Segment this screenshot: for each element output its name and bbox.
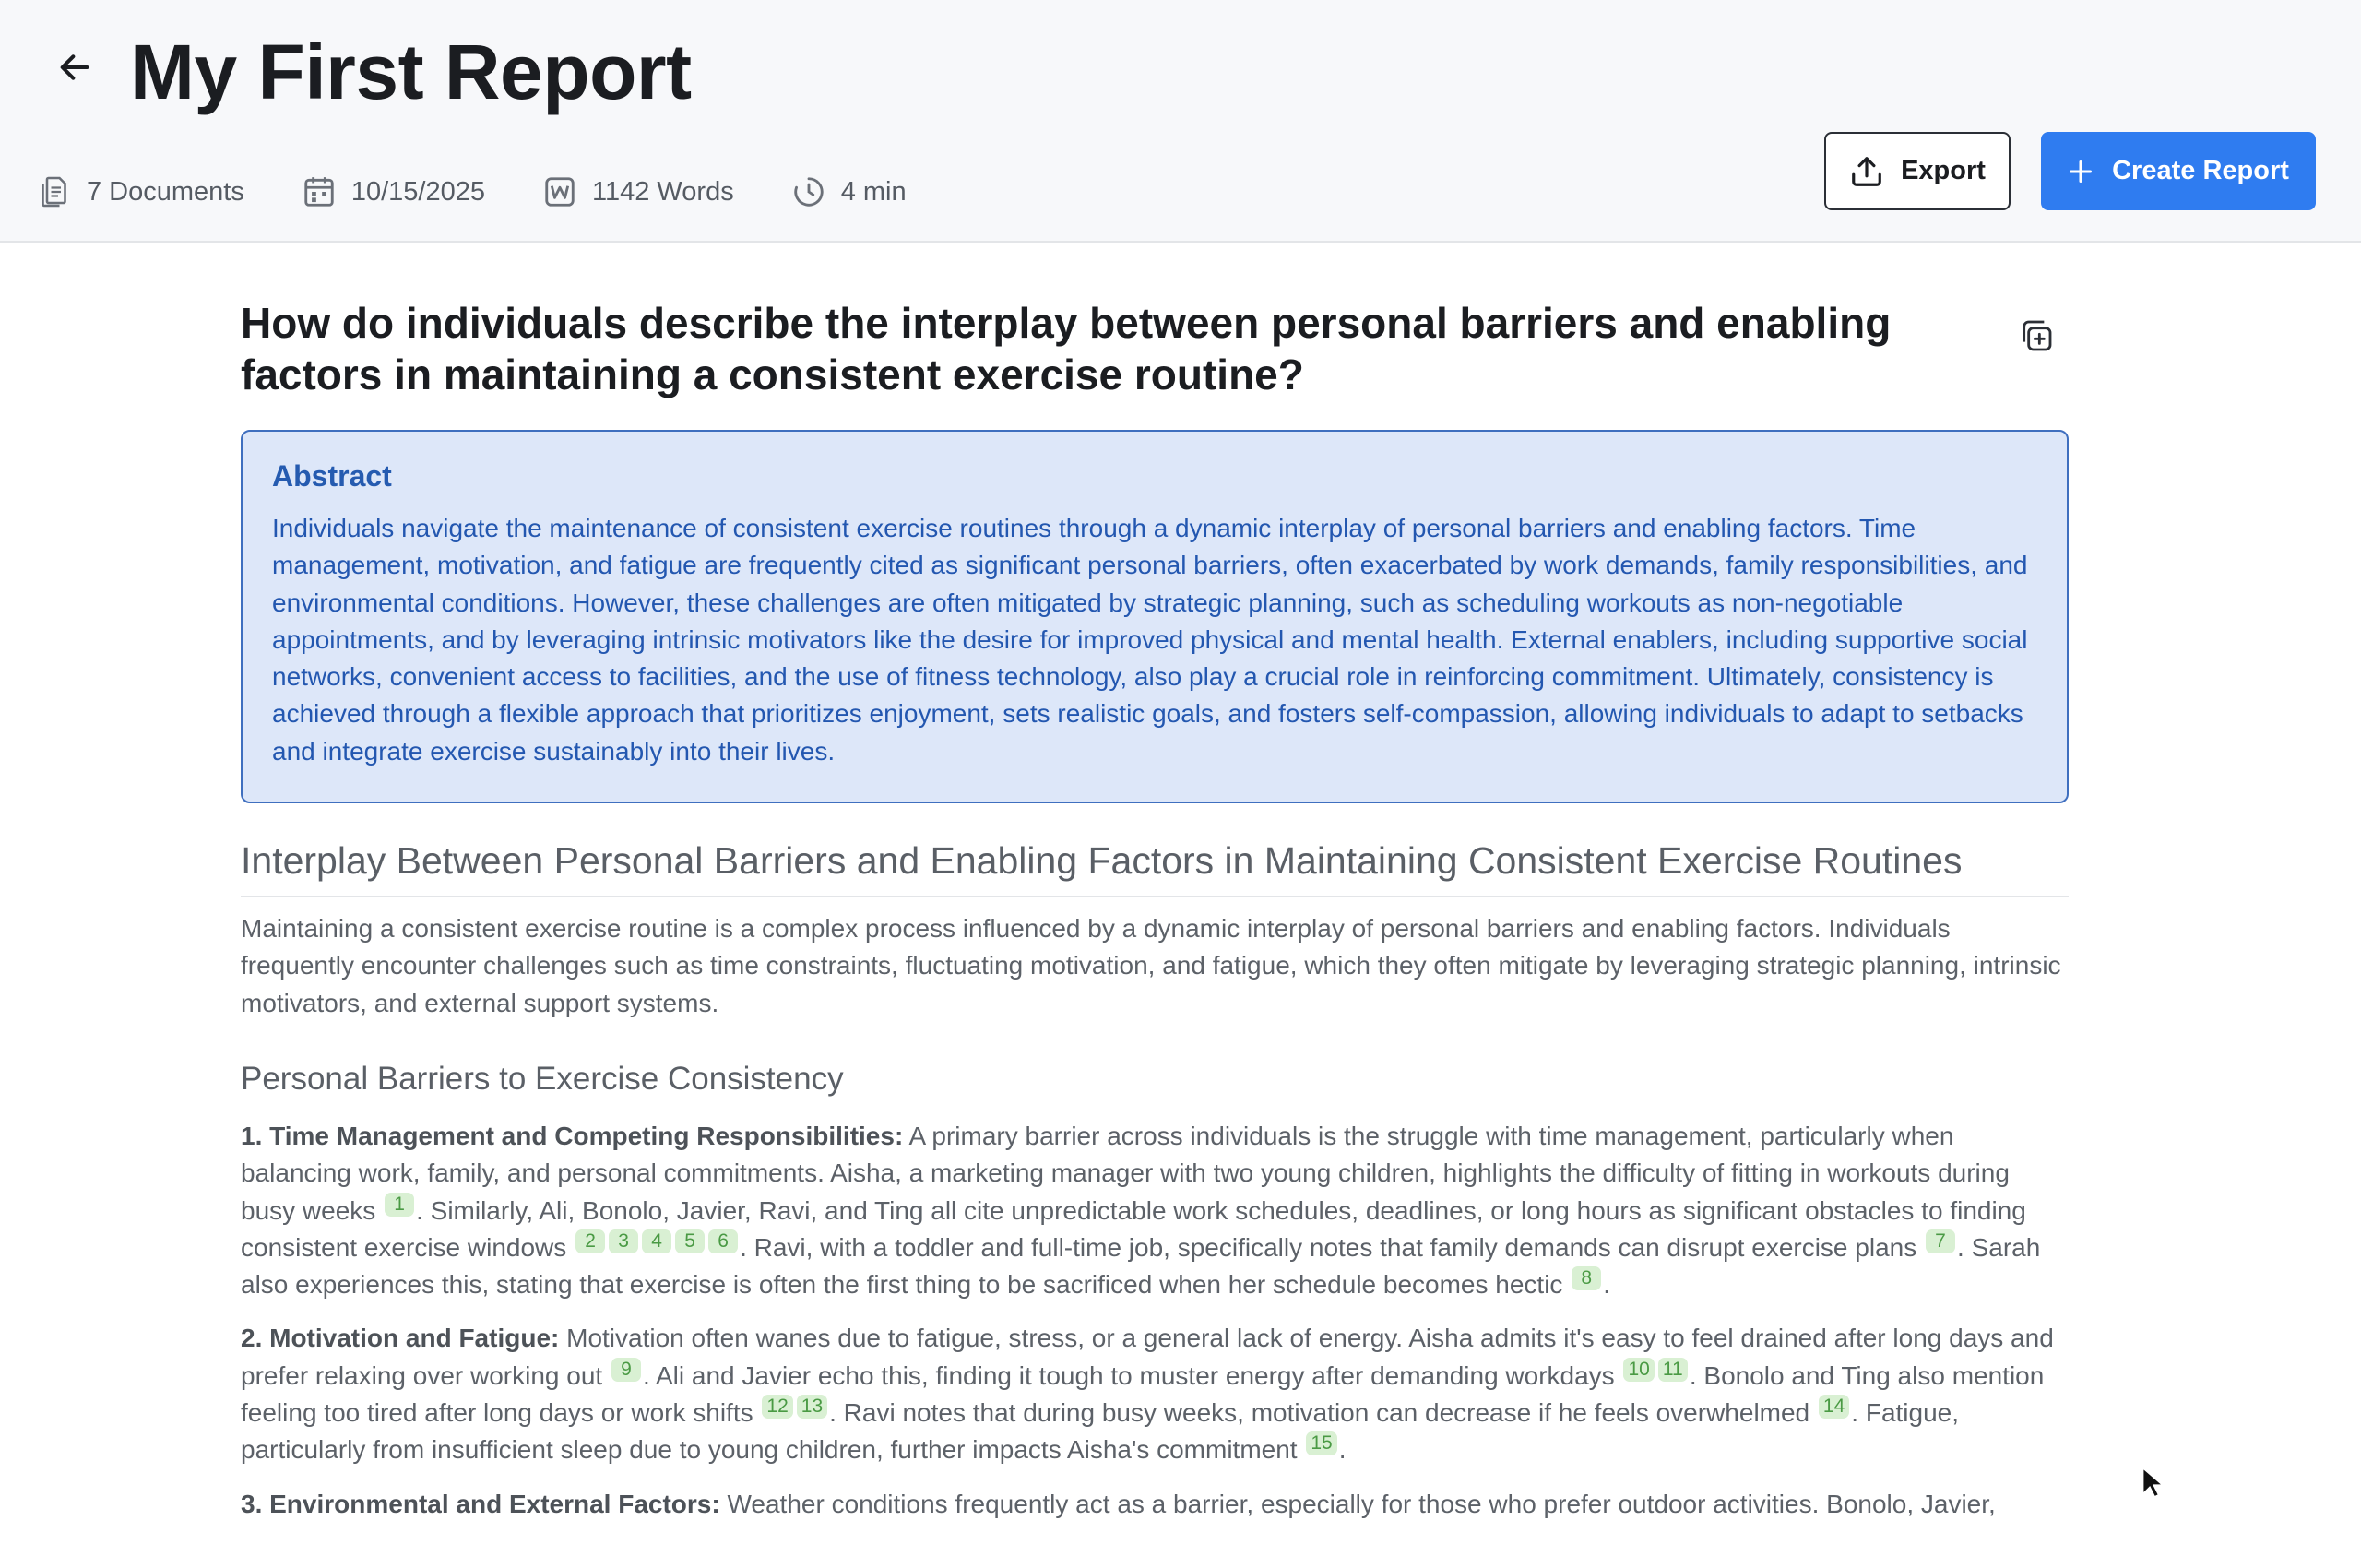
reading-time: 4 min (840, 176, 907, 207)
report-header (0, 0, 2361, 243)
point-text: . Similarly, Ali, Bonolo, Javier, Ravi, and Ting all cite unpredictable work schedules, deadlines, or long hours as significant obstacles to finding consistent exercise windows (241, 1195, 2026, 1262)
citation-badge[interactable]: 10 (1623, 1358, 1654, 1382)
point-text: A primary barrier across individuals is the struggle with time management, particularly when balancing work, family, and personal commitments. Aisha, a marketing manager with two young children, highlights the difficulty of fitting in workouts during busy weeks (241, 1121, 2010, 1225)
point-text: . Bonolo and Ting also mention feeling too tired after long days or work shifts (241, 1360, 2045, 1428)
citation-badge[interactable]: 3 (609, 1229, 638, 1253)
copy-button[interactable] (2016, 315, 2057, 356)
back-button[interactable] (52, 44, 98, 90)
page-title: My First Report (130, 29, 692, 115)
point-text: Motivation often wanes due to fatigue, stress, or a general lack of energy. Aisha admits it's easy to feel drained after long days and prefer relaxing over working out (241, 1324, 2054, 1390)
citation-badge[interactable]: 1 (385, 1193, 414, 1217)
report-meta (39, 172, 964, 212)
copy-add-icon (2018, 317, 2055, 354)
citation-badge[interactable]: 8 (1572, 1266, 1601, 1290)
clock-icon (791, 174, 826, 209)
barrier-point-1 (241, 1118, 2069, 1303)
citation-badge[interactable]: 2 (575, 1229, 605, 1253)
word-count-icon (542, 174, 577, 209)
citation-badge[interactable]: 9 (611, 1358, 641, 1382)
plus-icon (2068, 159, 2094, 184)
point-heading: 1. Time Management and Competing Responsibilities: (241, 1121, 904, 1150)
meta-documents (39, 173, 244, 210)
documents-count: 7 Documents (87, 176, 244, 207)
back-arrow-icon (56, 49, 93, 86)
barrier-point-2 (241, 1320, 2069, 1468)
abstract-box (241, 430, 2069, 803)
point-text: . Fatigue, particularly from insufficient sleep due to young children, further impacts Aisha's commitment (241, 1398, 1960, 1465)
abstract-title: Abstract (272, 459, 392, 493)
documents-icon (39, 173, 72, 210)
calendar-icon (302, 174, 337, 209)
abstract-body: Individuals navigate the maintenance of consistent exercise routines through a dynamic interplay of personal barriers and enabling factors. Time management, motivation, and fatigue are frequently cited as significant personal barriers, often exacerbated by work demands, family responsibilities, and environmental conditions. However, these challenges are often mitigated by strategic planning, such as scheduling workouts as non-negotiable appointments, and by leveraging intrinsic motivators like the desire for improved physical and mental health. External enablers, including supportive social networks, convenient access to facilities, and the use of fitness technology, also play a crucial role in reinforcing commitment. Ultimately, consistency is achieved through a flexible approach that prioritizes enjoyment, sets realistic goals, and fosters self-compassion, allowing individuals to adapt to setbacks and integrate exercise sustainably into their lives. (272, 514, 2028, 766)
intro-paragraph: Maintaining a consistent exercise routine is a complex process influenced by a dynamic interplay of personal barriers and enabling factors. Individuals frequently encounter challenges such as time constraints, fluctuating motivation, and fatigue, which they often mitigate by leveraging strategic planning, intrinsic motivators, and external support systems. (241, 914, 2061, 1017)
meta-words (542, 174, 734, 209)
point-text: . Ali and Javier echo this, finding it tough to muster energy after demanding workdays (642, 1360, 1615, 1390)
create-report-button[interactable] (2041, 132, 2316, 210)
report-date: 10/15/2025 (350, 176, 486, 207)
export-label: Export (1901, 156, 1986, 185)
citation-badge[interactable]: 15 (1306, 1431, 1336, 1455)
citation-badge[interactable]: 4 (642, 1229, 671, 1253)
citation-badge[interactable]: 11 (1658, 1358, 1688, 1382)
research-question: How do individuals describe the interplay between personal barriers and enabling factors in maintaining a consistent exercise routine? (241, 299, 1892, 398)
citation-badge[interactable]: 14 (1819, 1395, 1849, 1419)
citation-badge[interactable]: 5 (675, 1229, 705, 1253)
point-text: . Ravi, with a toddler and full-time job, specifically notes that family demands can disrupt exercise plans (740, 1232, 1917, 1262)
citation-badge[interactable]: 6 (708, 1229, 738, 1253)
export-button[interactable] (1824, 132, 2011, 210)
subsection-title: Personal Barriers to Exercise Consistency (241, 1060, 844, 1097)
upload-icon (1849, 154, 1884, 189)
point-text: . (1338, 1435, 1347, 1465)
point-heading: 3. Environmental and External Factors: (241, 1489, 720, 1518)
point-heading: 2. Motivation and Fatigue: (241, 1324, 560, 1353)
meta-duration (791, 174, 907, 209)
report-content (241, 297, 2069, 1523)
citation-badge[interactable]: 13 (797, 1395, 827, 1419)
word-count: 1142 Words (592, 176, 734, 207)
meta-date (302, 174, 485, 209)
mouse-cursor-icon (2142, 1467, 2164, 1500)
question-row (241, 297, 2069, 400)
citation-badge[interactable]: 12 (762, 1395, 792, 1419)
point-text: Weather conditions frequently act as a barrier, especially for those who prefer outdoor activities. Bonolo, Javier, (719, 1489, 1996, 1518)
point-text: . (1603, 1270, 1610, 1300)
section-title: Interplay Between Personal Barriers and Enabling Factors in Maintaining Consistent Exercise Routines (241, 837, 2069, 897)
barrier-point-3 (241, 1486, 2069, 1523)
point-text: . Ravi notes that during busy weeks, motivation can decrease if he feels overwhelmed (829, 1398, 1810, 1428)
create-report-label: Create Report (2112, 156, 2289, 185)
citation-badge[interactable]: 7 (1926, 1229, 1955, 1253)
point-text: . Sarah also experiences this, stating that exercise is often the first thing to be sacrificed when her schedule becomes hectic (241, 1232, 2041, 1300)
